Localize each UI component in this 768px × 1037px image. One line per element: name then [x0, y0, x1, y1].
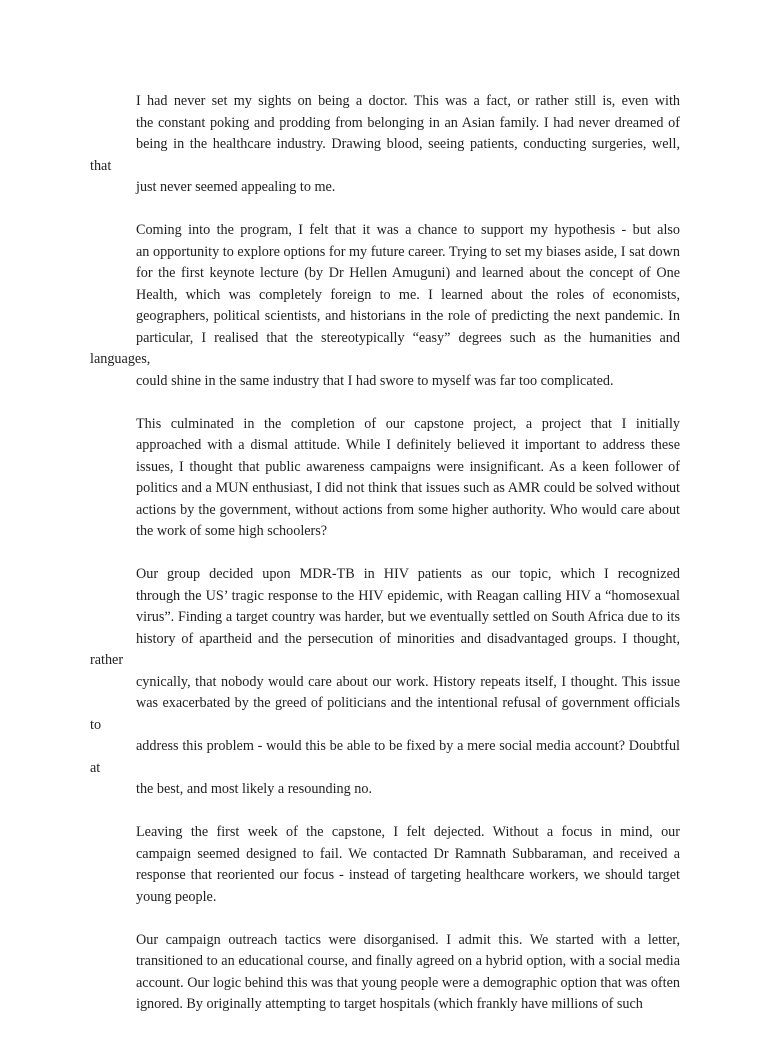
text-line: particular, I realised that the stereotypically “easy” degrees such as the humanities and languages, [90, 329, 680, 367]
text-line: actions by the government, without actions from some higher authority. Who would care about [136, 501, 680, 518]
text-line: ignored. By originally attempting to target hospitals (which frankly have millions of such [136, 996, 643, 1012]
text-line: just never seemed appealing to me. [136, 179, 336, 195]
text-line: for the first keynote lecture (by Dr Hellen Amuguni) and learned about the concept of One [136, 265, 680, 281]
text-line: history of apartheid and the persecution of minorities and disadvantaged groups. I thought, rather [90, 630, 680, 668]
text-line: Health, which was completely foreign to me. I learned about the roles of economists, [136, 286, 680, 303]
text-line: young people. [136, 888, 217, 905]
text-line: response that reoriented our focus - instead of targeting healthcare workers, we should target [136, 867, 680, 883]
text-line: the constant poking and prodding from belonging in an Asian family. I had never dreamed of [136, 114, 680, 131]
text-line: Our campaign outreach tactics were disorganised. I admit this. We started with a letter, [136, 931, 680, 948]
paragraph-1 [90, 91, 680, 199]
paragraph-6 [90, 930, 680, 1016]
text-line: Our group decided upon MDR-TB in HIV patients as our topic, which I recognized [136, 566, 680, 582]
text-line: approached with a dismal attitude. While I definitely believed it important to address these [136, 437, 680, 453]
text-line: I had never set my sights on being a doctor. This was a fact, or rather still is, even with [136, 93, 680, 109]
text-line: Coming into the program, I felt that it was a chance to support my hypothesis - but also [136, 222, 680, 238]
text-line: was exacerbated by the greed of politicians and the intentional refusal of government officials to [90, 695, 680, 733]
text-line: the work of some high schoolers? [136, 523, 328, 539]
paragraph-2 [90, 220, 680, 392]
text-line: Leaving the first week of the capstone, I felt dejected. Without a focus in mind, our [136, 824, 680, 840]
text-line: issues, I thought that public awareness campaigns were insignificant. As a keen follower of [136, 458, 680, 475]
text-line: an opportunity to explore options for my future career. Trying to set my biases aside, I sat down [136, 243, 680, 260]
text-line: cynically, that nobody would care about our work. History repeats itself, I thought. This issue [136, 673, 680, 690]
text-line: account. Our logic behind this was that young people were a demographic option that was often [136, 974, 680, 991]
text-line: could shine in the same industry that I had swore to myself was far too complicated. [136, 372, 614, 389]
text-line: politics and a MUN enthusiast, I did not think that issues such as AMR could be solved without [136, 480, 680, 496]
text-line: virus”. Finding a target country was harder, but we eventually settled on South Africa due to its [136, 609, 680, 625]
document-body [90, 91, 680, 1037]
text-line: campaign seemed designed to fail. We contacted Dr Ramnath Subbaraman, and received a [136, 845, 680, 862]
paragraph-5 [90, 822, 680, 908]
text-line: through the US’ tragic response to the HIV epidemic, with Reagan calling HIV a “homosexual [136, 587, 680, 604]
paragraph-3 [90, 414, 680, 543]
text-line: geographers, political scientists, and historians in the role of predicting the next pandemic. In [136, 308, 680, 324]
text-line: address this problem - would this be able to be fixed by a mere social media account? Doubtful at [90, 738, 680, 776]
text-line: the best, and most likely a resounding no. [136, 781, 373, 797]
paragraph-4 [90, 564, 680, 801]
text-line: being in the healthcare industry. Drawing blood, seeing patients, conducting surgeries, well, that [90, 136, 680, 174]
text-line: transitioned to an educational course, and finally agreed on a hybrid option, with a social media [136, 953, 680, 969]
text-line: This culminated in the completion of our capstone project, a project that I initially [136, 415, 680, 432]
